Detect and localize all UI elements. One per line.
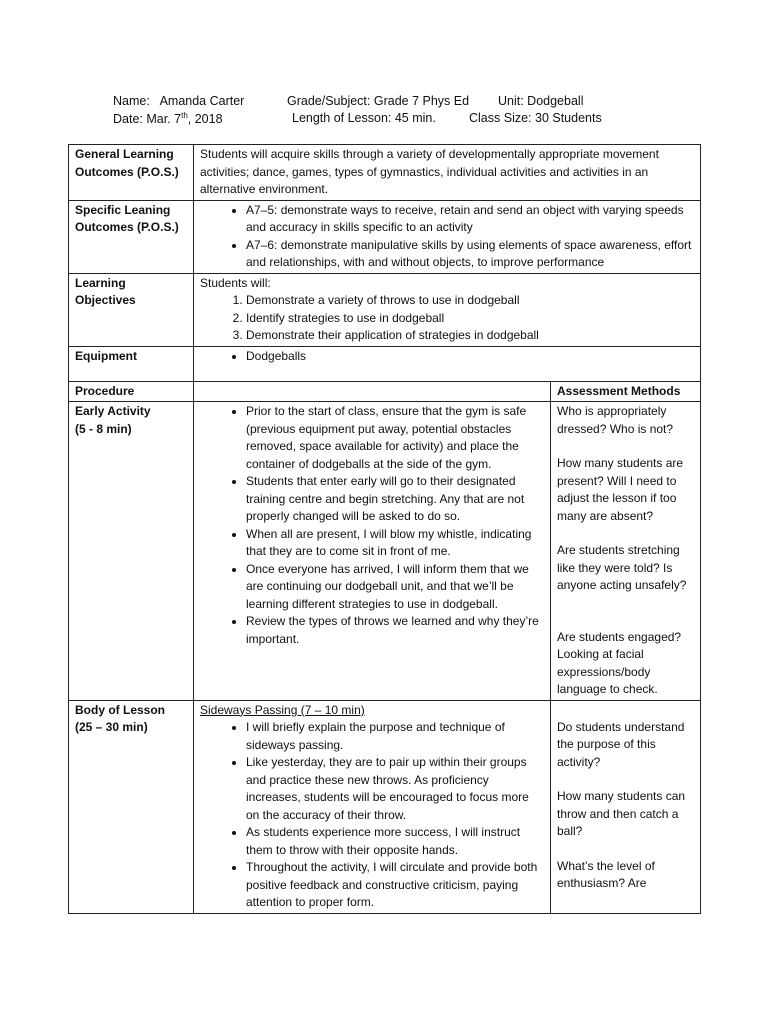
sideways-passing-heading: Sideways Passing (7 – 10 min) xyxy=(200,702,365,717)
slo-content xyxy=(194,200,701,273)
date-superscript: th xyxy=(181,111,188,120)
class-size: Class Size: 30 Students xyxy=(469,111,602,125)
name-value: Amanda Carter xyxy=(159,94,245,108)
body-of-lesson-row xyxy=(69,700,701,913)
body-of-lesson-list xyxy=(200,719,545,912)
objectives-content xyxy=(194,273,701,346)
name-label: Name: xyxy=(113,94,150,108)
body-of-lesson-time: (25 – 30 min) xyxy=(75,720,148,734)
equipment-label: Equipment xyxy=(69,346,194,381)
early-activity-assessment xyxy=(551,402,701,701)
procedure-row xyxy=(69,381,701,402)
slo-list xyxy=(200,202,695,272)
list-item: • Like yesterday, they are to pair up within their groups and practice these new throws. As proficiency increases, students will be encouraged to focus more on the accuracy of their throw. xyxy=(246,754,545,824)
slo-row xyxy=(69,200,701,273)
early-activity-time: (5 - 8 min) xyxy=(75,421,132,436)
objectives-row xyxy=(69,273,701,346)
assessment-item: How many students can throw and then catch a ball? xyxy=(557,789,686,838)
assessment-methods-label: Assessment Methods xyxy=(551,381,701,402)
equipment-row xyxy=(69,346,701,381)
objectives-list xyxy=(200,292,695,345)
list-item: 3. Demonstrate their application of strategies in dodgeball xyxy=(246,327,695,345)
lesson-plan-table xyxy=(68,144,701,914)
glo-text: Students will acquire skills through a variety of developmentally appropriate movement activities; dance, games, types of gymnastics, individual activities and activities in an alternative environment. xyxy=(194,145,701,201)
list-item: • A7–6: demonstrate manipulative skills by using elements of space awareness, effort and relationships, with and without objects, to improve performance xyxy=(246,237,695,272)
list-item: • I will briefly explain the purpose and technique of sideways passing. xyxy=(246,719,545,754)
equipment-list xyxy=(200,348,695,366)
early-activity-label xyxy=(69,402,194,701)
unit: Unit: Dodgeball xyxy=(498,94,584,108)
glo-row xyxy=(69,145,701,201)
body-of-lesson-label xyxy=(69,700,194,913)
early-activity-title: Early Activity xyxy=(75,404,151,418)
list-item: • Once everyone has arrived, I will inform them that we are continuing our dodgeball unit, and that we’ll be learning different strategies to use in dodgeball. xyxy=(246,561,545,614)
assessment-item: How many students are present? Will I need to adjust the lesson if too many are absent? xyxy=(557,456,684,523)
early-activity-row xyxy=(69,402,701,701)
body-of-lesson-assessment xyxy=(551,700,701,913)
list-item: • Throughout the activity, I will circulate and provide both positive feedback and constructive criticism, paying attention to proper form. xyxy=(246,859,545,912)
list-item: • Students that enter early will go to their designated training centre and begin stretching. Any that are not properly changed will be asked to do so. xyxy=(246,473,545,526)
date-prefix: Date: Mar. 7 xyxy=(113,112,182,127)
objectives-intro: Students will: xyxy=(200,275,271,290)
procedure-label: Procedure xyxy=(69,381,194,402)
date-suffix: , 2018 xyxy=(187,112,223,127)
date-field xyxy=(113,111,223,126)
assessment-item: Do students understand the purpose of this activity? xyxy=(557,719,685,769)
list-item: 1. Demonstrate a variety of throws to use in dodgeball xyxy=(246,292,695,310)
list-item: • When all are present, I will blow my whistle, indicating that they are to come sit in front of me. xyxy=(246,526,545,561)
early-activity-list xyxy=(200,403,545,648)
early-activity-content xyxy=(194,402,551,701)
list-item: • Prior to the start of class, ensure that the gym is safe (previous equipment put away, potential obstacles removed, space available for activity) and place the container of dodgeballs at the side of the gym. xyxy=(246,403,545,473)
list-item: • Review the types of throws we learned and why they’re important. xyxy=(246,613,545,648)
grade-subject: Grade/Subject: Grade 7 Phys Ed xyxy=(287,94,470,108)
procedure-empty-cell xyxy=(194,381,551,402)
lesson-length: Length of Lesson: 45 min. xyxy=(292,111,436,125)
assessment-item: Are students engaged? Looking at facial expressions/body language to check. xyxy=(557,629,682,696)
assessment-item: What’s the level of enthusiasm? Are xyxy=(557,858,655,890)
assessment-item: Who is appropriately dressed? Who is not? xyxy=(557,404,674,436)
body-of-lesson-content xyxy=(194,700,551,913)
glo-label: General Learning Outcomes (P.O.S.) xyxy=(69,145,194,201)
list-item: • A7–5: demonstrate ways to receive, retain and send an object with varying speeds and accuracy in skills specific to an activity xyxy=(246,202,695,237)
equipment-content xyxy=(194,346,701,381)
list-item: 2. Identify strategies to use in dodgeball xyxy=(246,310,695,328)
slo-label: Specific Leaning Outcomes (P.O.S.) xyxy=(69,200,194,273)
assessment-item: Are students stretching like they were told? Is anyone acting unsafely? xyxy=(557,543,687,592)
objectives-label: Learning Objectives xyxy=(69,273,194,346)
list-item: • As students experience more success, I will instruct them to throw with their opposite hands. xyxy=(246,824,545,859)
list-item: • Dodgeballs xyxy=(246,348,695,366)
name-field xyxy=(113,94,244,108)
body-of-lesson-title: Body of Lesson xyxy=(75,702,166,717)
